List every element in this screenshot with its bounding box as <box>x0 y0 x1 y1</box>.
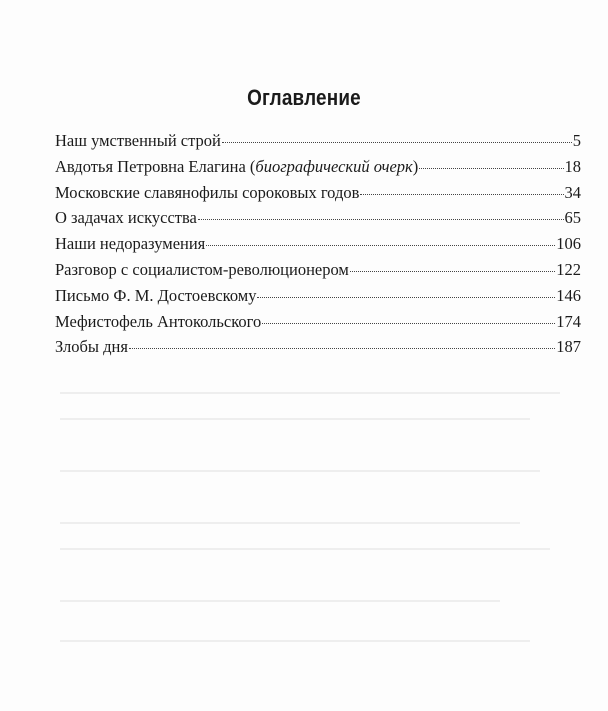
toc-entry-page: 122 <box>556 259 581 279</box>
toc-entry-page: 174 <box>556 311 581 331</box>
dot-leader <box>198 219 564 220</box>
toc-entry[interactable] <box>55 208 581 234</box>
bleed-through-line <box>60 522 520 524</box>
dot-leader <box>350 271 555 272</box>
toc-entry-page: 18 <box>564 156 581 176</box>
toc-entry[interactable] <box>55 157 581 183</box>
toc-entry-page: 187 <box>556 337 581 357</box>
toc-entry[interactable] <box>55 234 581 260</box>
dot-leader <box>360 194 563 195</box>
bleed-through-line <box>60 600 500 602</box>
bleed-through-line <box>60 640 530 642</box>
dot-leader <box>262 323 555 324</box>
toc-entry-title-italic: биографический очерк <box>255 156 413 176</box>
toc-entry-page: 5 <box>572 131 581 150</box>
bleed-through-line <box>60 548 550 550</box>
bleed-through-line <box>60 470 540 472</box>
toc-entry-title: Разговор с социалистом-революционером <box>55 259 349 279</box>
toc-entry-title: Наши недоразумения <box>55 234 206 254</box>
toc-entry-title-close: ) <box>412 156 419 176</box>
toc-entry-title: Письмо Ф. М. Достоевскому <box>55 285 257 305</box>
bleed-through-line <box>60 392 560 394</box>
toc-entry-title: Мефистофель Антокольского <box>55 311 262 331</box>
table-of-contents <box>55 131 581 363</box>
bleed-through-line <box>60 418 530 420</box>
dot-leader <box>129 348 555 349</box>
dot-leader <box>206 245 555 246</box>
toc-entry[interactable] <box>55 337 581 363</box>
toc-entry[interactable] <box>55 183 581 209</box>
dot-leader <box>419 168 563 169</box>
toc-entry[interactable] <box>55 286 581 312</box>
toc-entry[interactable] <box>55 131 581 157</box>
toc-entry-page: 106 <box>556 234 581 254</box>
toc-entry[interactable] <box>55 260 581 286</box>
dot-leader <box>222 142 572 143</box>
toc-entry[interactable] <box>55 312 581 338</box>
toc-entry-title <box>55 157 418 177</box>
toc-entry-page: 65 <box>564 208 581 228</box>
toc-entry-title: Злобы дня <box>55 337 128 357</box>
dot-leader <box>257 297 555 298</box>
toc-entry-title-main: Авдотья Петровна Елагина ( <box>55 156 256 176</box>
toc-entry-title: Московские славянофилы сороковых годов <box>55 182 360 202</box>
page-title: Оглавление <box>247 84 361 110</box>
toc-entry-title: Наш умственный строй <box>55 131 221 150</box>
toc-entry-page: 146 <box>556 285 581 305</box>
toc-entry-title: О задачах искусства <box>55 208 197 228</box>
toc-entry-page: 34 <box>564 182 581 202</box>
